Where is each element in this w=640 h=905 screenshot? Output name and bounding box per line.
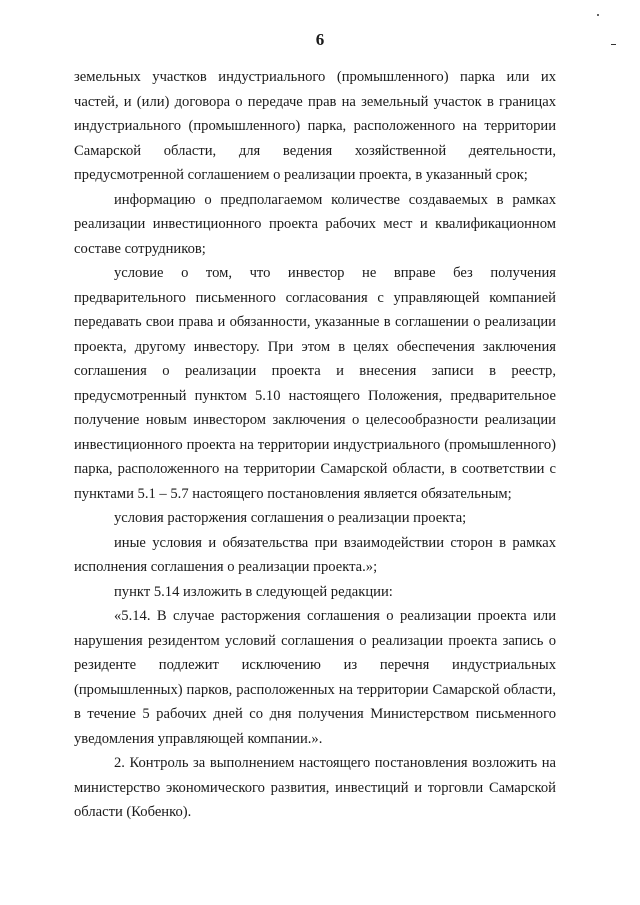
paragraph-5: иные условия и обязательства при взаимодействии сторон в рамках исполнения соглашения о реализации проекта.»; bbox=[74, 534, 556, 575]
page-number: 6 bbox=[315, 30, 325, 49]
paragraph-4: условия расторжения соглашения о реализации проекта; bbox=[114, 510, 467, 526]
paragraph-6: пункт 5.14 изложить в следующей редакции: bbox=[114, 583, 393, 600]
scan-speck bbox=[597, 14, 599, 16]
scan-speck bbox=[611, 44, 616, 45]
paragraph-3: условие о том, что инвестор не вправе без получения предварительного письменного согласования с управляющей компанией передавать свои права и обязанности, указанные в соглашении о реализации проекта, другому инвестору. При этом в целях обеспечения заключения соглашения о реализации проекта и внесения записи в реестр, предусмотренный пунктом 5.10 настоящего Положения, предварительное получение новым инвестором заключения о целесообразности реализации инвестиционного проекта на территории индустриального (промышленного) парка, расположенного на территории Самарской области, в соответствии с пунктами 5.1 – 5.7 настоящего постановления является обязательным; bbox=[74, 265, 556, 502]
paragraph-7: «5.14. В случае расторжения соглашения о реализации проекта или нарушения резидентом условий соглашения о реализации проекта запись о резиденте подлежит исключению из перечня индустриальных (промышленных) парков, расположенных на территории Самарской области, в течение 5 рабочих дней со дня получения Министерством письменного уведомления управляющей компании.». bbox=[74, 608, 556, 747]
paragraph-2: информацию о предполагаемом количестве создаваемых в рамках реализации инвестиционного проекта рабочих мест и квалификационном составе сотрудников; bbox=[74, 191, 556, 257]
document-body bbox=[74, 65, 556, 825]
paragraph-8: 2. Контроль за выполнением настоящего постановления возложить на министерство экономического развития, инвестиций и торговли Самарской области (Кобенко). bbox=[74, 755, 556, 820]
paragraph-1: земельных участков индустриального (промышленного) парка или их частей, и (или) договора о передаче прав на земельный участок в границах индустриального (промышленного) парка, расположенного на территории Самарской области, для ведения хозяйственной деятельности, предусмотренной соглашением о реализации проекта, в указанный срок; bbox=[74, 69, 556, 183]
